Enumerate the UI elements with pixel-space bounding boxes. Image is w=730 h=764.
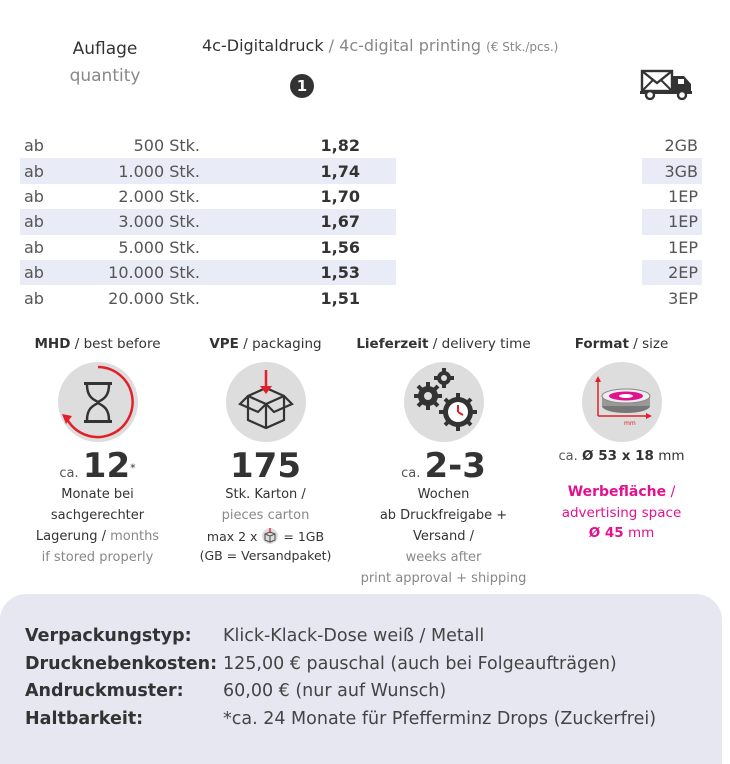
price-value: 1,56 bbox=[320, 237, 360, 257]
price-row bbox=[20, 133, 702, 158]
spec-row bbox=[25, 709, 656, 729]
price-quantity: 5.000 Stk. bbox=[118, 237, 200, 257]
shipping-code: 1EP bbox=[668, 237, 698, 257]
spec-label: Andruckmuster: bbox=[25, 681, 184, 701]
spec-value: 125,00 € pauschal (auch bei Folgeaufträgen) bbox=[223, 653, 617, 674]
quantity-header bbox=[40, 36, 170, 90]
print-header-de: 4c-Digitaldruck bbox=[202, 36, 324, 55]
packaging-column: VPE / packaging 175 Stk. Karton / pieces carton max 2 x = 1GB (GB = Versandpaket) bbox=[178, 336, 353, 563]
price-prefix: ab bbox=[20, 209, 60, 234]
price-prefix: ab bbox=[20, 158, 60, 183]
hourglass-icon bbox=[58, 362, 138, 442]
spec-panel bbox=[0, 594, 722, 764]
format-size: ca. Ø 53 x 18 mm bbox=[558, 448, 685, 464]
price-quantity: 500 Stk. bbox=[133, 136, 200, 156]
price-row bbox=[20, 260, 702, 285]
best-before-title: MHD / best before bbox=[34, 336, 161, 352]
price-prefix: ab bbox=[24, 186, 44, 206]
price-quantity: 3.000 Stk. bbox=[60, 209, 200, 234]
number-badge: 1 bbox=[290, 74, 314, 98]
spec-value: Klick-Klack-Dose weiß / Metall bbox=[223, 626, 485, 646]
box-icon bbox=[226, 362, 306, 442]
best-before-column: MHD / best before ca. 12* Monate bei sachgerechter Lagerung / months if stored properly bbox=[10, 336, 185, 568]
print-header: 4c-Digitaldruck / 4c-digital printing (€ Stk./pcs.) bbox=[202, 36, 559, 55]
spec-row bbox=[25, 626, 484, 646]
price-value: 1,74 bbox=[200, 158, 360, 183]
shipping-code: 2EP bbox=[642, 260, 702, 285]
price-prefix: ab bbox=[24, 288, 44, 308]
price-value: 1,82 bbox=[320, 136, 360, 156]
price-value: 1,53 bbox=[200, 260, 360, 285]
price-quantity: 20.000 Stk. bbox=[108, 288, 200, 308]
spec-value: *ca. 24 Monate für Pfefferminz Drops (Zuckerfrei) bbox=[223, 708, 657, 729]
spec-row bbox=[25, 681, 446, 701]
shipping-code: 3GB bbox=[642, 158, 702, 183]
shipping-code: 1EP bbox=[642, 209, 702, 234]
print-header-unit: (€ Stk./pcs.) bbox=[486, 40, 559, 54]
spec-value: 60,00 € (nur auf Wunsch) bbox=[223, 681, 447, 701]
delivery-column: Lieferzeit / delivery time ca. 2-3 Wochen ab Druckfreigabe + Versand / weeks after print approval + shipping bbox=[356, 336, 531, 586]
spec-label: Haltbarkeit: bbox=[25, 708, 144, 729]
price-prefix: ab bbox=[20, 260, 60, 285]
quantity-header-en: quantity bbox=[69, 66, 141, 86]
svg-text:mm: mm bbox=[623, 420, 636, 427]
print-header-en: 4c-digital printing bbox=[339, 36, 482, 55]
price-row bbox=[20, 158, 702, 183]
tin-can-icon bbox=[582, 362, 662, 442]
price-row bbox=[20, 184, 702, 209]
format-column: Format / size mm ca. Ø 53 x 18 mm Werbefläche / advertising space Ø 45 mm bbox=[534, 336, 709, 543]
spec-label: Verpackungstyp: bbox=[25, 626, 192, 646]
price-quantity: 1.000 Stk. bbox=[60, 158, 200, 183]
delivery-value: 2-3 bbox=[424, 446, 486, 486]
price-row bbox=[20, 209, 702, 234]
spec-row bbox=[25, 654, 617, 674]
price-row bbox=[20, 285, 702, 310]
price-table bbox=[20, 133, 702, 311]
gears-clock-icon bbox=[404, 362, 484, 442]
price-row bbox=[20, 235, 702, 260]
advertising-space: Werbefläche / bbox=[567, 484, 676, 500]
box-small-icon bbox=[261, 528, 279, 548]
format-title: Format / size bbox=[574, 336, 669, 352]
envelope-truck-icon bbox=[640, 68, 694, 104]
delivery-title: Lieferzeit / delivery time bbox=[356, 336, 531, 352]
price-value: 1,70 bbox=[320, 186, 360, 206]
packaging-title: VPE / packaging bbox=[209, 336, 322, 352]
spec-label: Drucknebenkosten: bbox=[25, 653, 218, 674]
price-prefix: ab bbox=[24, 136, 44, 156]
packaging-value: 175 bbox=[230, 446, 301, 486]
best-before-value: 12 bbox=[82, 446, 131, 486]
price-quantity: 10.000 Stk. bbox=[60, 260, 200, 285]
quantity-header-de: Auflage bbox=[72, 39, 138, 59]
shipping-code: 1EP bbox=[668, 186, 698, 206]
price-value: 1,51 bbox=[320, 288, 360, 308]
shipping-code: 2GB bbox=[664, 136, 698, 156]
price-quantity: 2.000 Stk. bbox=[118, 186, 200, 206]
price-prefix: ab bbox=[24, 237, 44, 257]
shipping-code: 3EP bbox=[668, 288, 698, 308]
price-value: 1,67 bbox=[200, 209, 360, 234]
